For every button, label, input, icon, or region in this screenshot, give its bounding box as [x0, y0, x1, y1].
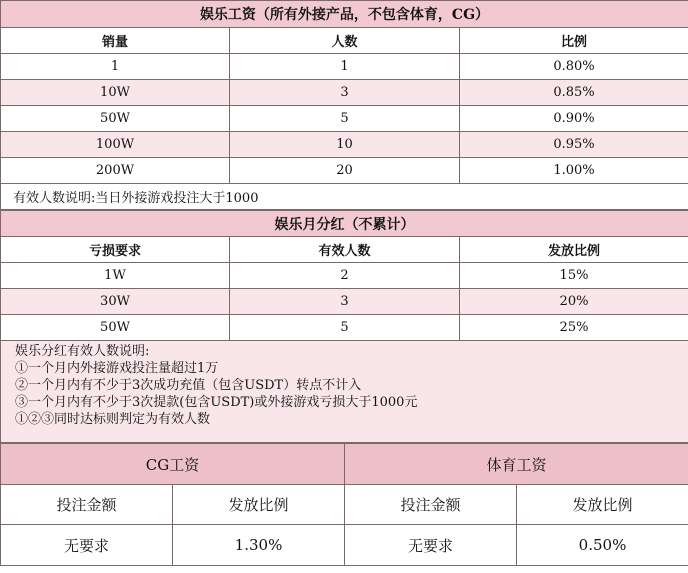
- dividend-note-line: ②一个月内有不少于3次成功充值（包含USDT）转点不计入: [15, 378, 362, 393]
- table-row: [1, 54, 688, 80]
- table-row: [1, 289, 688, 315]
- salary-note: 有效人数说明:当日外接游戏投注大于1000: [1, 184, 688, 210]
- salary-cell: 1: [230, 54, 460, 80]
- salary-table: [0, 0, 688, 210]
- salary-cell: 200W: [1, 158, 230, 184]
- salary-cell: 10W: [1, 80, 230, 106]
- salary-cell: 1.00%: [460, 158, 688, 184]
- cg-header-ratio: 发放比例: [173, 485, 345, 525]
- dividend-note-line: ①②③同时达标则判定为有效人数: [15, 412, 211, 427]
- dividend-cell: 30W: [1, 289, 230, 315]
- cg-sports-header-row: [1, 485, 688, 525]
- salary-title-row: [1, 1, 688, 28]
- cg-cell-ratio: 1.30%: [173, 525, 345, 566]
- table-row: [1, 106, 688, 132]
- salary-cell: 0.80%: [460, 54, 688, 80]
- table-row: [1, 80, 688, 106]
- dividend-notes: [1, 341, 688, 443]
- dividend-cell: 2: [230, 263, 460, 289]
- dividend-note-line: ③一个月内有不少于3次提款(包含USDT)或外接游戏亏损大于1000元: [15, 395, 418, 410]
- dividend-title-row: [1, 211, 688, 237]
- dividend-table: [0, 210, 688, 443]
- sports-title: 体育工资: [345, 444, 688, 485]
- salary-cell: 20: [230, 158, 460, 184]
- salary-title: 娱乐工资（所有外接产品，不包含体育，CG）: [1, 1, 688, 28]
- salary-header-people: 人数: [230, 28, 460, 54]
- dividend-cell: 3: [230, 289, 460, 315]
- dividend-header-people: 有效人数: [230, 237, 460, 263]
- table-row: [1, 158, 688, 184]
- dividend-note-line: 娱乐分红有效人数说明:: [15, 344, 150, 359]
- salary-cell: 100W: [1, 132, 230, 158]
- dividend-note-line: ①一个月内外接游戏投注量超过1万: [15, 361, 219, 376]
- dividend-header-ratio: 发放比例: [460, 237, 688, 263]
- dividend-cell: 50W: [1, 315, 230, 341]
- dividend-cell: 25%: [460, 315, 688, 341]
- dividend-cell: 5: [230, 315, 460, 341]
- salary-cell: 0.90%: [460, 106, 688, 132]
- salary-header-row: [1, 28, 688, 54]
- cg-cell-bet: 无要求: [1, 525, 173, 566]
- dividend-header-row: [1, 237, 688, 263]
- sports-cell-ratio: 0.50%: [517, 525, 688, 566]
- salary-cell: 0.95%: [460, 132, 688, 158]
- cg-title: CG工资: [1, 444, 345, 485]
- salary-cell: 5: [230, 106, 460, 132]
- sports-cell-bet: 无要求: [345, 525, 517, 566]
- dividend-notes-row: [1, 341, 688, 443]
- cg-header-bet: 投注金额: [1, 485, 173, 525]
- table-row: [1, 525, 688, 566]
- dividend-header-loss: 亏损要求: [1, 237, 230, 263]
- table-row: [1, 263, 688, 289]
- dividend-title: 娱乐月分红（不累计）: [1, 211, 688, 237]
- table-row: [1, 315, 688, 341]
- dividend-cell: 20%: [460, 289, 688, 315]
- salary-cell: 3: [230, 80, 460, 106]
- salary-header-sales: 销量: [1, 28, 230, 54]
- sports-header-ratio: 发放比例: [517, 485, 688, 525]
- sports-header-bet: 投注金额: [345, 485, 517, 525]
- salary-cell: 0.85%: [460, 80, 688, 106]
- cg-sports-title-row: [1, 444, 688, 485]
- table-row: [1, 132, 688, 158]
- salary-header-ratio: 比例: [460, 28, 688, 54]
- dividend-cell: 15%: [460, 263, 688, 289]
- cg-sports-table: [0, 443, 688, 566]
- salary-cell: 10: [230, 132, 460, 158]
- dividend-cell: 1W: [1, 263, 230, 289]
- salary-cell: 50W: [1, 106, 230, 132]
- salary-note-row: [1, 184, 688, 210]
- salary-cell: 1: [1, 54, 230, 80]
